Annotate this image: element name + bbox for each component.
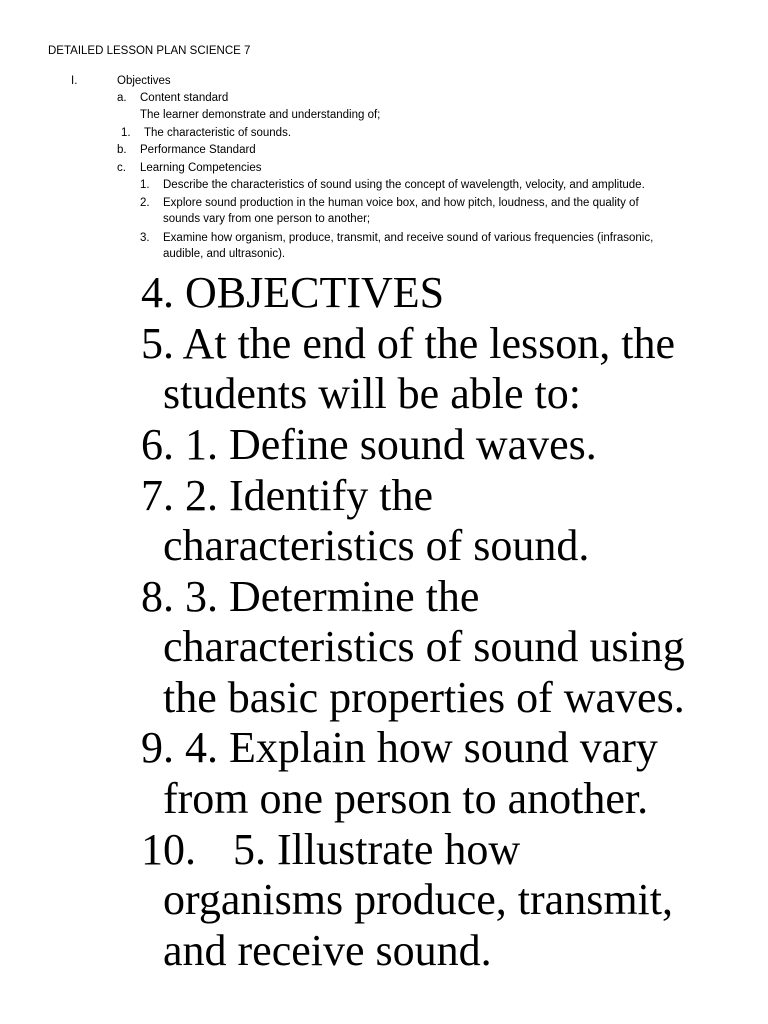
item-b-label: Performance Standard: [140, 144, 256, 156]
competency-3-line2: audible, and ultrasonic).: [163, 248, 286, 260]
big-line-9: 9. 4. Explain how sound vary: [141, 723, 658, 772]
competency-1-marker: 1.: [140, 179, 150, 191]
big-line-7-cont: characteristics of sound.: [163, 521, 590, 570]
big-line-5-cont: students will be able to:: [163, 369, 581, 418]
competency-1-text: Describe the characteristics of sound using the concept of wavelength, velocity, and amplitude.: [163, 179, 645, 191]
competency-3-marker: 3.: [140, 232, 150, 244]
big-line-8-cont2: the basic properties of waves.: [163, 673, 685, 722]
item-c-label: Learning Competencies: [140, 162, 262, 174]
big-line-9-cont: from one person to another.: [163, 774, 649, 823]
big-line-4: 4. OBJECTIVES: [141, 268, 445, 317]
item-a-marker: a.: [117, 92, 127, 104]
item-a-label: Content standard: [140, 92, 229, 104]
item-a1-text: The characteristic of sounds.: [144, 127, 292, 139]
big-line-8: 8. 3. Determine the: [141, 572, 480, 621]
item-a1-marker: 1.: [121, 127, 131, 139]
section-heading: Objectives: [117, 75, 171, 87]
competency-2-marker: 2.: [140, 197, 150, 209]
section-number: I.: [71, 75, 78, 87]
big-line-10-cont2: and receive sound.: [163, 926, 492, 975]
document-title: DETAILED LESSON PLAN SCIENCE 7: [48, 45, 251, 57]
big-line-5: 5. At the end of the lesson, the: [141, 319, 676, 368]
big-line-6: 6. 1. Define sound waves.: [141, 420, 597, 469]
item-c-marker: c.: [117, 162, 126, 174]
competency-2-line1: Explore sound production in the human voice box, and how pitch, loudness, and the quality of: [163, 197, 639, 209]
competency-3-line1: Examine how organism, produce, transmit, and receive sound of various frequencies (infrasonic,: [163, 232, 654, 244]
item-a-text: The learner demonstrate and understanding of;: [140, 109, 381, 121]
big-line-10-number: 10.: [141, 825, 196, 874]
big-line-7: 7. 2. Identify the: [141, 471, 434, 520]
competency-2-line2: sounds vary from one person to another;: [163, 213, 371, 225]
big-line-10-cont1: organisms produce, transmit,: [163, 875, 673, 924]
big-line-10-text: 5. Illustrate how: [233, 825, 521, 874]
big-line-8-cont1: characteristics of sound using: [163, 622, 685, 671]
item-b-marker: b.: [117, 144, 127, 156]
